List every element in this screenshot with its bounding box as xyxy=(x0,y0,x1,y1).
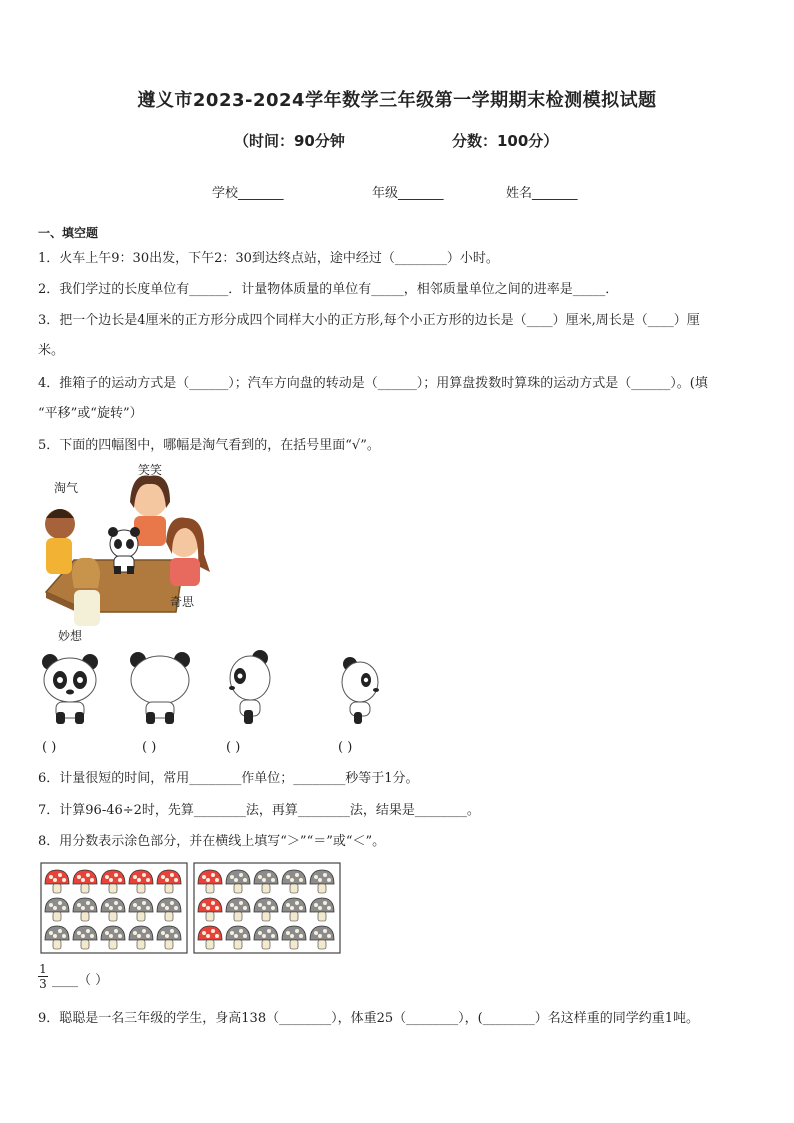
exam-time: （时间：90分钟 xyxy=(234,132,345,150)
mushroom-box-1 xyxy=(40,862,188,954)
girl-qisi-icon xyxy=(166,518,210,587)
answer-paren-1[interactable]: ( ) xyxy=(42,740,57,755)
scene-illustration xyxy=(38,462,228,647)
answer-paren-4[interactable]: ( ) xyxy=(338,740,353,755)
answer-paren-2[interactable]: ( ) xyxy=(142,740,157,755)
label-taoqi: 淘气 xyxy=(54,481,79,495)
label-miaoxiang: 妙想 xyxy=(58,629,83,643)
question-4-line2: “平移”或“旋转”） xyxy=(38,406,143,421)
grade-field: 年级_______ xyxy=(372,186,444,201)
section-fill-blank: 一、填空题 xyxy=(38,226,99,240)
question-2: 2．我们学过的长度单位有______．计量物体质量的单位有_____，相邻质量单位之间的进率是_____． xyxy=(38,282,619,297)
question-8: 8．用分数表示涂色部分，并在横线上填写“＞”“＝”或“＜”。 xyxy=(38,834,386,849)
fraction-one-third xyxy=(38,962,48,991)
question-4-line1: 4．推箱子的运动方式是（______）；汽车方向盘的转动是（______）；用算盘拨数时算珠的运动方式是（______）。(填 xyxy=(38,376,708,391)
school-field: 学校_______ xyxy=(212,186,284,201)
question-6: 6．计量很短的时间，常用________作单位；________秒等于1分。 xyxy=(38,771,419,786)
question-3-line1: 3．把一个边长是4厘米的正方形分成四个同样大小的正方形,每个小正方形的边长是（____）厘米,周长是（____）厘 xyxy=(38,313,700,328)
panda-side-right-icon xyxy=(226,648,274,726)
question-9: 9．聪聪是一名三年级的学生，身高138（________），体重25（________），(________）名这样重的同学约重1吨。 xyxy=(38,1011,699,1026)
fraction-denominator: 3 xyxy=(39,977,47,991)
panda-back-icon xyxy=(128,650,192,726)
girl-miaoxiang-icon xyxy=(72,558,100,626)
exam-title: 遵义市2023-2024学年数学三年级第一学期期末检测模拟试题 xyxy=(137,90,657,111)
answer-paren-3[interactable]: ( ) xyxy=(226,740,241,755)
fraction-compare-blank[interactable]: ____（ ） xyxy=(52,973,109,988)
question-7: 7．计算96-46÷2时，先算________法，再算________法，结果是________。 xyxy=(38,803,480,818)
question-5: 5．下面的四幅图中，哪幅是淘气看到的，在括号里面“√”。 xyxy=(38,438,380,453)
label-xiaoxiao: 笑笑 xyxy=(138,463,163,477)
question-1: 1．火车上午9：30出发，下午2：30到达终点站，途中经过（________）小时。 xyxy=(38,251,499,266)
exam-score: 分数：100分） xyxy=(452,132,559,150)
name-field: 姓名_______ xyxy=(506,186,578,201)
mushroom-box-2 xyxy=(193,862,341,954)
question-3-line2: 米。 xyxy=(38,343,65,358)
fraction-numerator: 1 xyxy=(39,962,47,976)
panda-front-icon xyxy=(40,650,100,726)
boy-taoqi-icon xyxy=(45,509,75,574)
label-qisi: 奇思 xyxy=(170,595,195,609)
panda-side-left-icon xyxy=(338,654,382,726)
